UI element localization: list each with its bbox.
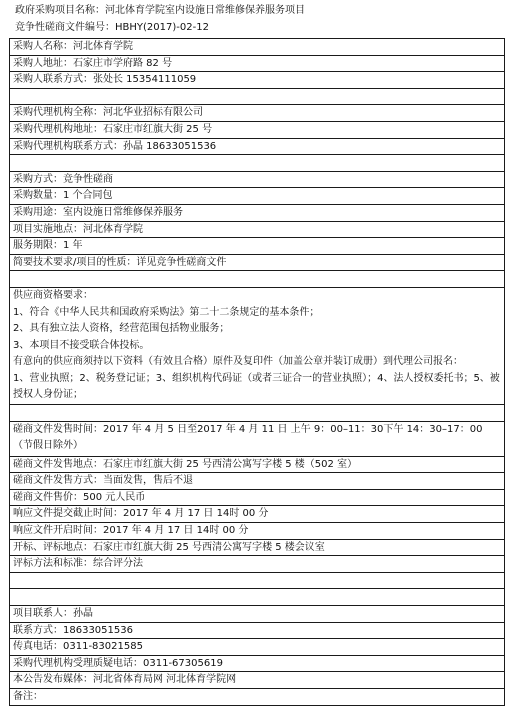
document-number: 竞争性磋商文件编号：HBHY(2017)-02-12 <box>15 22 209 33</box>
sale-method: 磋商文件发售方式：当面发售，售后不退 <box>10 473 504 490</box>
blank-row <box>10 589 504 606</box>
qualification-title: 供应商资格要求： <box>13 289 93 301</box>
blank-row <box>10 89 504 106</box>
qualification-item-3: 3、本项目不接受联合体投标。 <box>13 339 150 351</box>
remarks: 备注： <box>10 689 504 706</box>
procurement-method: 采购方式：竞争性磋商 <box>10 172 504 189</box>
technical-requirements: 简要技术要求/项目的性质：详见竞争性磋商文件 <box>10 255 504 272</box>
procurement-purpose: 采购用途：室内设施日常维修保养服务 <box>10 205 504 222</box>
blank-row <box>10 271 504 288</box>
announcement-table <box>9 38 505 706</box>
procurement-quantity: 采购数量：1 个合同包 <box>10 188 504 205</box>
service-period: 服务期限：1 年 <box>10 238 504 255</box>
project-location: 项目实施地点：河北体育学院 <box>10 222 504 239</box>
agency-name: 采购代理机构全称：河北华业招标有限公司 <box>10 105 504 122</box>
blank-row <box>10 405 504 422</box>
registration-notice: 有意向的供应商须持以下资料（有效且合格）原件及复印件（加盖公章并装订成册）到代理公司报名： <box>13 356 463 368</box>
blank-row <box>10 155 504 172</box>
agency-contact: 采购代理机构联系方式：孙晶 18633051536 <box>10 139 504 156</box>
qualification-item-2: 2、具有独立法人资格，经营范围包括物业服务； <box>13 323 230 335</box>
blank-row <box>10 573 504 590</box>
sale-place: 磋商文件发售地点：石家庄市红旗大街 25 号西清公寓写字楼 5 楼（502 室） <box>10 457 504 474</box>
opening-time: 响应文件开启时间：2017 年 4 月 17 日 14时 00 分 <box>10 523 504 540</box>
purchaser-name: 采购人名称：河北体育学院 <box>10 39 504 56</box>
opening-place: 开标、评标地点：石家庄市红旗大街 25 号西清公寓写字楼 5 楼会议室 <box>10 540 504 557</box>
publication-media: 本公告发布媒体：河北省体育局网 河北体育学院网 <box>10 672 504 689</box>
sale-time <box>10 422 504 457</box>
project-name: 政府采购项目名称：河北体育学院室内设施日常维修保养服务项目 <box>15 5 305 16</box>
fax-number: 传真电话：0311-83021585 <box>10 639 504 656</box>
agency-address: 采购代理机构地址：石家庄市红旗大街 25 号 <box>10 122 504 139</box>
document-price: 磋商文件售价：500 元人民币 <box>10 490 504 507</box>
evaluation-method: 评标方法和标准：综合评分法 <box>10 556 504 573</box>
contact-phone: 联系方式：18633051536 <box>10 623 504 640</box>
sale-time-text: 磋商文件发售时间：2017 年 4 月 5 日至2017 年 4 月 11 日 上午 9：00–11：30下午 14：30–17：00（节假日除外） <box>13 423 483 452</box>
required-documents: 1、营业执照；2、税务登记证；3、组织机构代码证（或者三证合一的营业执照）；4、法人授权委托书；5、被授权人身份证； <box>13 372 500 401</box>
purchaser-contact: 采购人联系方式：张处长 15354111059 <box>10 72 504 89</box>
submission-deadline: 响应文件提交截止时间：2017 年 4 月 17 日 14时 00 分 <box>10 506 504 523</box>
qualification-section <box>10 288 504 405</box>
complaint-phone: 采购代理机构受理质疑电话：0311-67305619 <box>10 656 504 673</box>
purchaser-address: 采购人地址：石家庄市学府路 82 号 <box>10 56 504 73</box>
qualification-item-1: 1、符合《中华人民共和国政府采购法》第二十二条规定的基本条件； <box>13 306 320 318</box>
document-header <box>9 2 505 38</box>
contact-person: 项目联系人：孙晶 <box>10 606 504 623</box>
